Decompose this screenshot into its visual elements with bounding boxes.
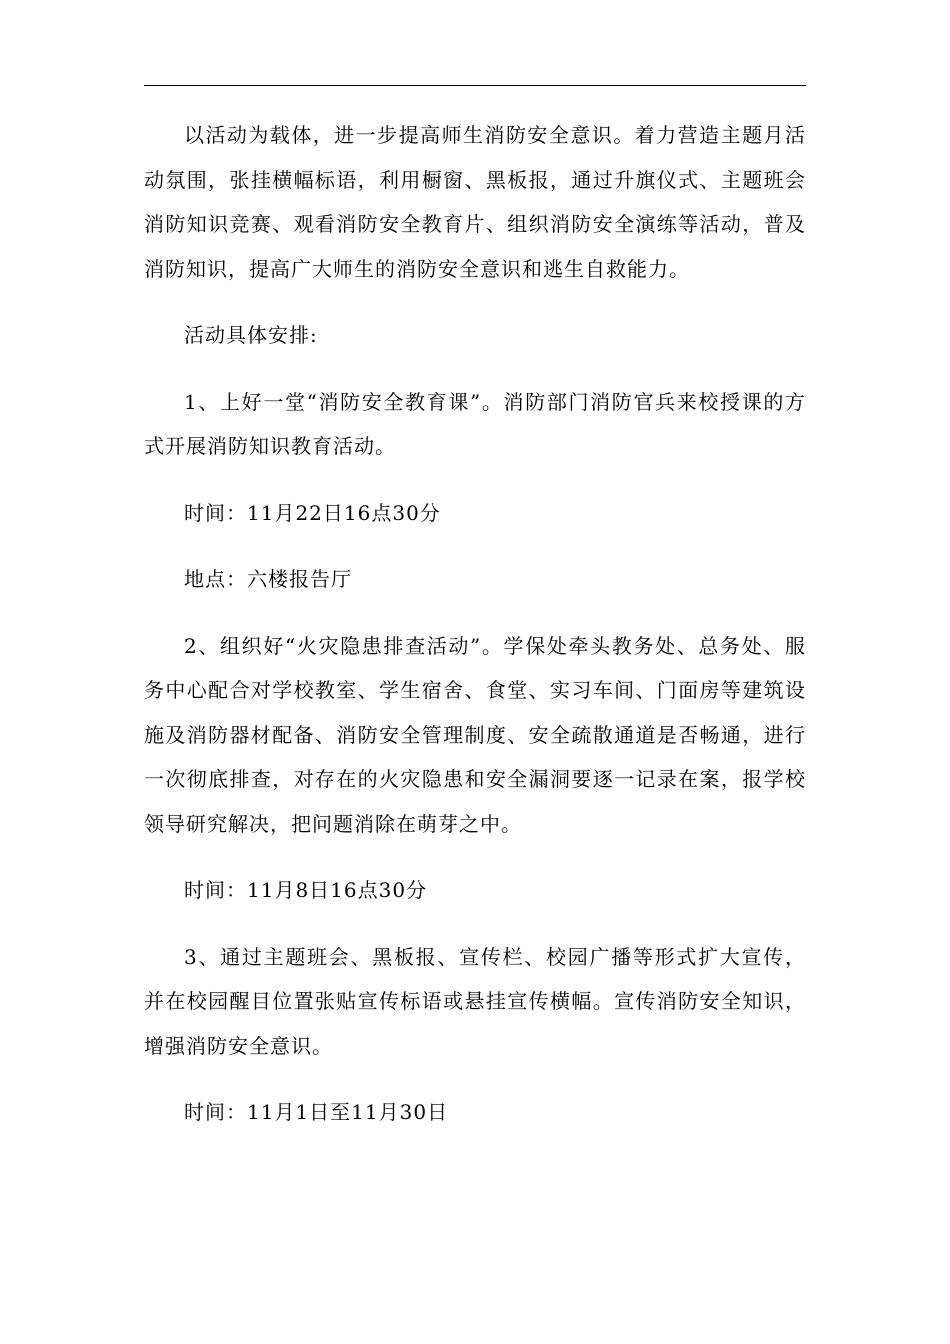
header-rule	[144, 85, 806, 86]
paragraph-schedule-heading: 活动具体安排:	[184, 323, 318, 347]
paragraph-item-1: 1、上好一堂“消防安全教育课”。消防部门消防官兵来校授课的方式开展消防知识教育活动。	[144, 389, 806, 458]
paragraph-item-3: 3、通过主题班会、黑板报、宣传栏、校园广播等形式扩大宣传，并在校园醒目位置张贴宣传标语或悬挂宣传横幅。宣传消防安全知识，增强消防安全意识。	[144, 944, 806, 1058]
paragraph-item-1-time: 时间：11月22日16点30分	[184, 500, 441, 525]
document-body	[144, 113, 806, 1135]
paragraph-item-3-time: 时间：11月1日至11月30日	[184, 1100, 449, 1124]
paragraph-item-1-location: 地点：六楼报告厅	[184, 567, 352, 591]
paragraph-item-2-time: 时间：11月8日16点30分	[184, 878, 428, 902]
paragraph-item-2: 2、组织好“火灾隐患排查活动”。学保处牵头教务处、总务处、服务中心配合对学校教室、学生宿舍、食堂、实习车间、门面房等建筑设施及消防器材配备、消防安全管理制度、安全疏散通道是否畅通，进行一次彻底排查，对存在的火灾隐患和安全漏洞要逐一记录在案，报学校领导研究解决，把问题消除在萌芽之中。	[144, 633, 806, 836]
paragraph-intro: 以活动为载体，进一步提高师生消防安全意识。着力营造主题月活动氛围，张挂横幅标语，利用橱窗、黑板报，通过升旗仪式、主题班会消防知识竞赛、观看消防安全教育片、组织消防安全演练等活动，普及消防知识，提高广大师生的消防安全意识和逃生自救能力。	[144, 123, 806, 281]
